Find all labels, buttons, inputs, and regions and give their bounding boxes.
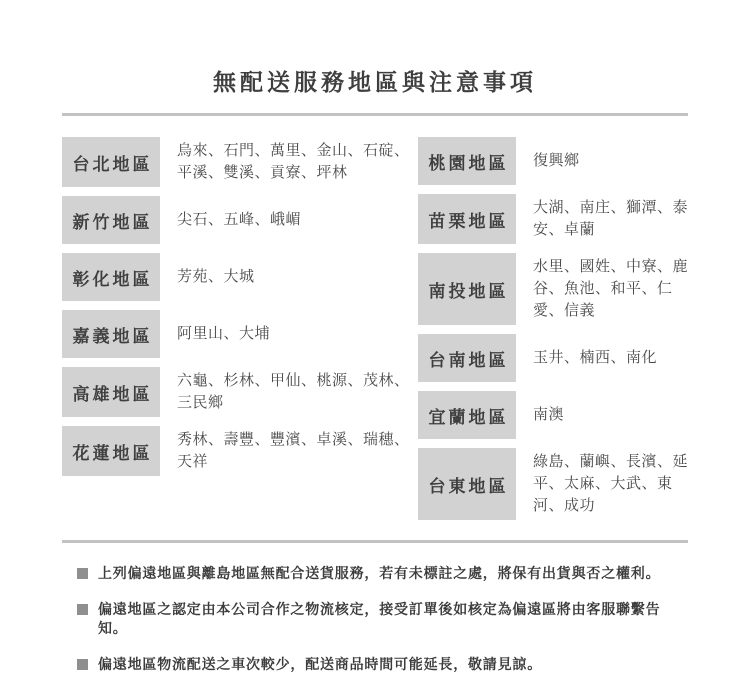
- region-name-label: 彰化地區: [62, 253, 160, 301]
- region-row: [418, 137, 689, 185]
- region-column-right: [418, 137, 689, 529]
- note-item: [77, 655, 673, 674]
- region-row: [62, 426, 418, 476]
- region-row: [62, 137, 418, 187]
- region-areas-text: 阿里山、大埔: [177, 325, 271, 342]
- note-item: [77, 600, 673, 638]
- region-areas-text: 六龜、杉林、甲仙、桃源、茂林、三民鄉: [177, 372, 410, 411]
- region-row: [418, 391, 689, 439]
- region-name-label: 苗栗地區: [418, 194, 516, 244]
- region-name-label: 台南地區: [418, 334, 516, 382]
- region-areas-text: 水里、國姓、中寮、鹿谷、魚池、和平、仁愛、信義: [533, 258, 689, 319]
- square-bullet-icon: [77, 659, 88, 670]
- region-name-label: 花蓮地區: [62, 426, 160, 476]
- notes-section: [62, 543, 688, 674]
- region-name-label: 宜蘭地區: [418, 391, 516, 439]
- region-row: [418, 448, 689, 520]
- region-column-left: [62, 137, 418, 529]
- region-name-label: 台東地區: [418, 448, 516, 520]
- page-title: 無配送服務地區與注意事項: [213, 69, 537, 95]
- region-row: [418, 334, 689, 382]
- square-bullet-icon: [77, 604, 88, 615]
- region-name-label: 桃園地區: [418, 137, 516, 185]
- region-row: [62, 367, 418, 417]
- region-name-label: 嘉義地區: [62, 310, 160, 358]
- region-areas-text: 玉井、楠西、南化: [533, 349, 658, 366]
- region-areas-text: 南澳: [533, 406, 565, 423]
- region-name-label: 台北地區: [62, 137, 160, 187]
- region-areas-text: 大湖、南庄、獅潭、泰安、卓蘭: [533, 199, 689, 238]
- note-item: [77, 564, 673, 583]
- note-text: 偏遠地區之認定由本公司合作之物流核定，接受訂單後如核定為偏遠區將由客服聯繫告知。: [98, 601, 661, 636]
- note-text: 偏遠地區物流配送之車次較少，配送商品時間可能延長，敬請見諒。: [98, 656, 542, 672]
- region-name-label: 南投地區: [418, 253, 516, 325]
- region-areas-text: 芳苑、大城: [177, 268, 255, 285]
- square-bullet-icon: [77, 568, 88, 579]
- region-row: [418, 194, 689, 244]
- region-areas-text: 復興鄉: [533, 152, 580, 169]
- region-name-label: 新竹地區: [62, 196, 160, 244]
- region-row: [62, 310, 418, 358]
- region-areas-text: 烏來、石門、萬里、金山、石碇、平溪、雙溪、貢寮、坪林: [177, 142, 410, 181]
- region-name-label: 高雄地區: [62, 367, 160, 417]
- region-row: [62, 196, 418, 244]
- region-areas-text: 秀林、壽豐、豐濱、卓溪、瑞穗、天祥: [177, 431, 410, 470]
- region-table: [62, 116, 688, 529]
- region-areas-text: 尖石、五峰、峨嵋: [177, 211, 302, 228]
- region-areas-text: 綠島、蘭嶼、長濱、延平、太麻、大武、東河、成功: [533, 453, 689, 514]
- region-row: [418, 253, 689, 325]
- region-row: [62, 253, 418, 301]
- note-text: 上列偏遠地區與離島地區無配合送貨服務，若有未標註之處，將保有出貨與否之權利。: [98, 565, 661, 581]
